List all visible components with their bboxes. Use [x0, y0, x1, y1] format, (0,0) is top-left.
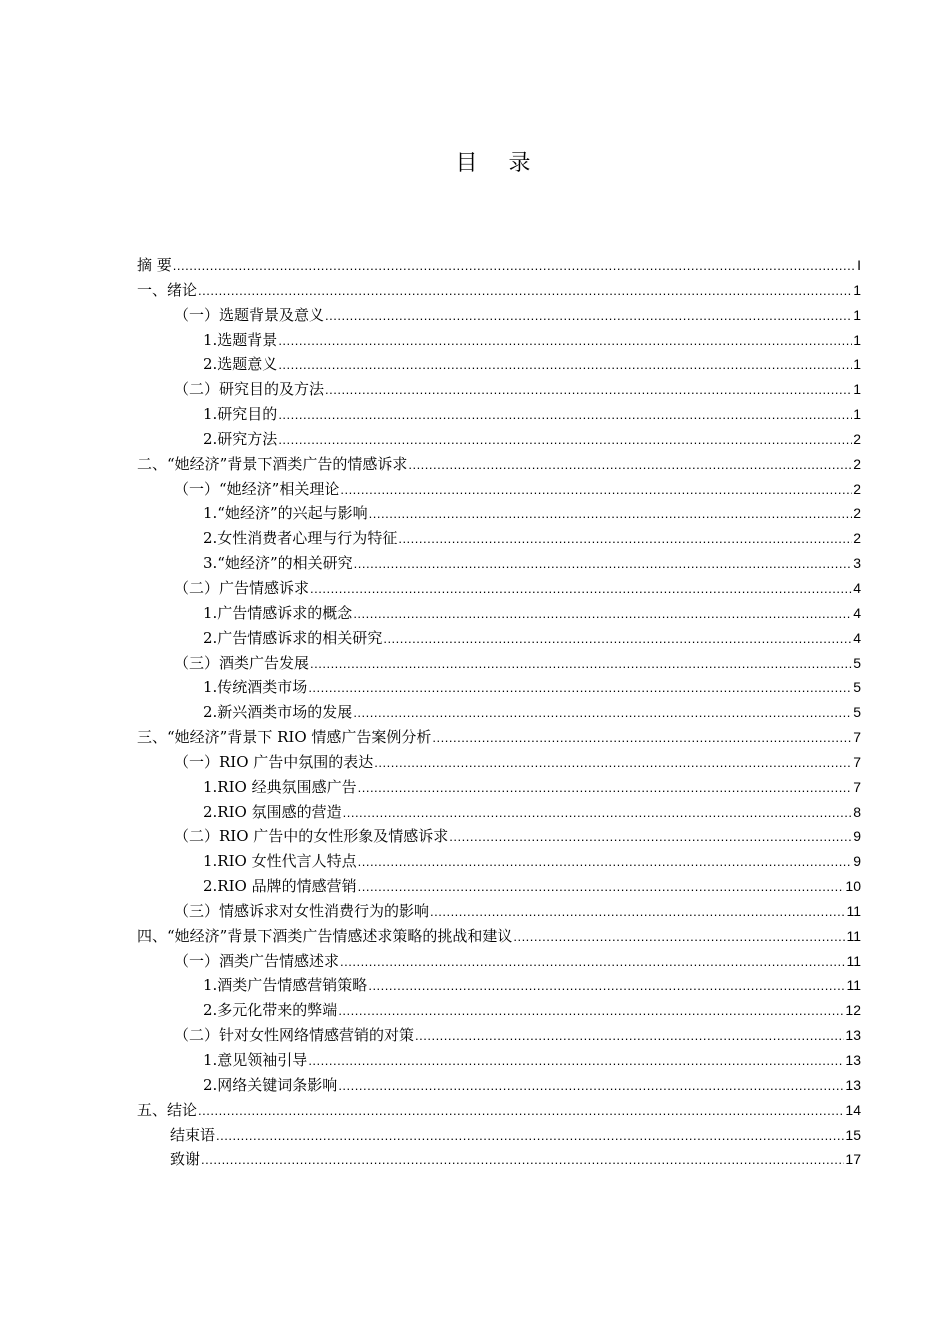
toc-leader-dots: [310, 652, 852, 677]
toc-entry[interactable]: [137, 477, 861, 502]
toc-entry-page-number: 1: [853, 381, 861, 398]
toc-entry-label: 1.RIO 女性代言人特点: [203, 852, 357, 871]
toc-leader-dots: [340, 478, 852, 503]
toc-leader-dots: [430, 900, 845, 925]
toc-entry[interactable]: [137, 824, 861, 849]
toc-entry-page-number: 1: [853, 356, 861, 373]
toc-entry-label: 1.传统酒类市场: [203, 678, 308, 697]
toc-entry[interactable]: [137, 949, 861, 974]
toc-entry-page-number: 7: [853, 729, 861, 746]
toc-leader-dots: [374, 751, 852, 776]
toc-entry-label: 1.广告情感诉求的概念: [203, 603, 353, 622]
toc-leader-dots: [369, 502, 853, 527]
toc-entry-label: 3.“她经济”的相关研究: [203, 554, 353, 573]
toc-entry-label: 2.RIO 品牌的情感营销: [203, 877, 357, 896]
toc-leader-dots: [278, 329, 852, 354]
toc-entry-label: 2.网络关键词条影响: [203, 1075, 338, 1094]
toc-entry-label: 2.多元化带来的弊端: [203, 1001, 338, 1020]
toc-entry-page-number: 4: [853, 579, 861, 596]
toc-leader-dots: [340, 950, 845, 975]
toc-entry[interactable]: [137, 849, 861, 874]
toc-entry-page-number: 1: [853, 281, 861, 298]
toc-entry-page-number: 15: [845, 1126, 861, 1143]
toc-entry-page-number: 5: [853, 679, 861, 696]
toc-entry-label: 2.广告情感诉求的相关研究: [203, 628, 383, 647]
toc-entry[interactable]: [137, 352, 861, 377]
toc-entry-page-number: 1: [853, 406, 861, 423]
toc-entry-page-number: 14: [845, 1101, 861, 1118]
toc-entry[interactable]: [137, 651, 861, 676]
toc-leader-dots: [338, 999, 844, 1024]
toc-leader-dots: [216, 1124, 844, 1149]
toc-entry-page-number: 11: [846, 927, 861, 944]
toc-entry[interactable]: [137, 377, 861, 402]
toc-leader-dots: [278, 353, 852, 378]
toc-leader-dots: [308, 1049, 844, 1074]
toc-entry-page-number: 9: [853, 853, 861, 870]
toc-leader-dots: [353, 602, 852, 627]
toc-entry-page-number: 11: [846, 902, 861, 919]
toc-entry-page-number: 2: [853, 480, 861, 497]
toc-leader-dots: [338, 1074, 844, 1099]
toc-entry-label: 三、“她经济”背景下 RIO 情感广告案例分析: [137, 728, 432, 747]
toc-leader-dots: [358, 850, 853, 875]
toc-entry-page-number: 12: [845, 1002, 861, 1019]
toc-entry-label: （二）RIO 广告中的女性形象及情感诉求: [174, 827, 449, 846]
toc-leader-dots: [343, 801, 853, 826]
toc-leader-dots: [354, 552, 853, 577]
toc-leader-dots: [325, 304, 852, 329]
toc-entry-label: 摘 要: [137, 256, 172, 274]
toc-entry[interactable]: [137, 427, 861, 452]
toc-entry[interactable]: [137, 626, 861, 651]
toc-entry-page-number: 2: [853, 505, 861, 522]
toc-entry-label: 1.研究目的: [203, 405, 278, 424]
toc-leader-dots: [398, 527, 852, 552]
toc-leader-dots: [368, 974, 845, 999]
toc-entry-label: 2.研究方法: [203, 429, 278, 448]
toc-entry-label: （一）“她经济”相关理论: [174, 479, 340, 498]
toc-entry[interactable]: [137, 874, 861, 899]
toc-entry[interactable]: [137, 576, 861, 601]
toc-entry-label: 2.选题意义: [203, 355, 278, 374]
toc-entry-label: 五、结论: [137, 1100, 198, 1119]
toc-leader-dots: [432, 726, 852, 751]
toc-entry-page-number: 13: [845, 1052, 861, 1068]
toc-entry-page-number: 5: [853, 704, 861, 721]
toc-entry-label: （二）针对女性网络情感营销的对策: [174, 1026, 415, 1045]
toc-entry-page-number: 10: [845, 878, 861, 895]
toc-entry-label: 1.酒类广告情感营销策略: [203, 976, 368, 995]
toc-entry[interactable]: [137, 800, 861, 825]
toc-entry-label: 1.RIO 经典氛围感广告: [203, 777, 357, 796]
toc-entry[interactable]: [137, 1147, 861, 1172]
toc-entry-label: （一）选题背景及意义: [174, 305, 325, 324]
toc-entry-label: （三）情感诉求对女性消费行为的影响: [174, 901, 430, 920]
toc-entry-page-number: 2: [853, 455, 861, 472]
toc-entry-page-number: 11: [846, 977, 861, 994]
toc-entry-page-number: 5: [853, 654, 861, 671]
toc-entry-page-number: 1: [853, 306, 861, 323]
toc-leader-dots: [449, 825, 852, 850]
toc-entry-page-number: 17: [845, 1151, 861, 1168]
toc-entry-page-number: 7: [853, 778, 861, 795]
toc-entry-label: 致谢: [170, 1150, 201, 1169]
toc-leader-dots: [325, 378, 852, 403]
toc-leader-dots: [353, 701, 852, 726]
toc-entry-page-number: 8: [853, 803, 861, 820]
toc-leader-dots: [201, 1148, 844, 1173]
toc-entry-label: 2.RIO 氛围感的营造: [203, 802, 342, 821]
toc-entry-page-number: 7: [853, 753, 861, 770]
toc-entry[interactable]: [137, 775, 861, 800]
toc-leader-dots: [173, 254, 856, 279]
toc-entry-label: 2.新兴酒类市场的发展: [203, 703, 353, 722]
toc-entry-page-number: I: [857, 257, 861, 273]
toc-entry[interactable]: [137, 1123, 861, 1148]
toc-entry-label: （一）酒类广告情感述求: [174, 951, 340, 970]
toc-entry-label: 1.意见领袖引导: [203, 1051, 308, 1069]
toc-entry-page-number: 3: [853, 555, 861, 572]
page-title: 目 录: [455, 151, 543, 176]
toc-entry[interactable]: [137, 303, 861, 328]
toc-entry-label: 结束语: [170, 1125, 216, 1144]
toc-entry-page-number: 9: [853, 828, 861, 845]
toc-entry[interactable]: [137, 328, 861, 353]
toc-entry[interactable]: [137, 750, 861, 775]
toc-entry[interactable]: [137, 402, 861, 427]
toc-entry-page-number: 13: [845, 1076, 861, 1093]
toc-entry-label: 四、“她经济”背景下酒类广告情感述求策略的挑战和建议: [137, 926, 513, 945]
toc-entry[interactable]: [137, 899, 861, 924]
toc-entry[interactable]: [137, 1073, 861, 1098]
toc-entry-page-number: 4: [853, 604, 861, 621]
toc-leader-dots: [358, 776, 853, 801]
toc-entry[interactable]: [137, 278, 861, 303]
toc-entry[interactable]: [137, 551, 861, 576]
toc-entry[interactable]: [137, 501, 861, 526]
toc-leader-dots: [278, 428, 852, 453]
toc-leader-dots: [310, 577, 852, 602]
toc-entry[interactable]: [137, 924, 861, 949]
toc-entry-label: 一、绪论: [137, 280, 198, 299]
toc-entry[interactable]: [137, 1098, 861, 1123]
toc-entry[interactable]: [137, 725, 861, 750]
toc-entry-label: 1.选题背景: [203, 330, 278, 349]
toc-entry-label: 1.“她经济”的兴起与影响: [203, 504, 368, 523]
toc-entry-page-number: 2: [853, 530, 861, 547]
toc-entry-label: 2.女性消费者心理与行为特征: [203, 529, 398, 548]
toc-entry-label: （二）研究目的及方法: [174, 380, 325, 399]
toc-entry[interactable]: [137, 1023, 861, 1048]
toc-leader-dots: [198, 279, 852, 304]
toc-entry[interactable]: [137, 452, 861, 477]
toc-entry[interactable]: [137, 973, 861, 998]
toc-leader-dots: [308, 676, 852, 701]
toc-entry-page-number: 13: [845, 1027, 861, 1044]
toc-entry-label: （三）酒类广告发展: [174, 653, 310, 672]
toc-leader-dots: [198, 1099, 844, 1124]
toc-entry[interactable]: [137, 675, 861, 700]
toc-leader-dots: [358, 875, 845, 900]
toc-leader-dots: [415, 1024, 844, 1049]
toc-leader-dots: [383, 627, 852, 652]
toc-leader-dots: [278, 403, 852, 428]
toc-entry[interactable]: [137, 700, 861, 725]
toc-entry-page-number: 1: [853, 331, 861, 348]
toc-entry-label: （二）广告情感诉求: [174, 578, 310, 597]
toc-entry-label: （一）RIO 广告中氛围的表达: [174, 752, 374, 771]
table-of-contents: [137, 253, 861, 1172]
toc-leader-dots: [408, 453, 852, 478]
toc-entry[interactable]: [137, 601, 861, 626]
toc-entry-page-number: 2: [853, 430, 861, 447]
toc-entry-page-number: 11: [846, 952, 861, 969]
toc-leader-dots: [513, 925, 845, 950]
toc-entry-page-number: 4: [853, 629, 861, 646]
toc-entry[interactable]: [137, 998, 861, 1023]
toc-entry[interactable]: [137, 526, 861, 551]
toc-entry[interactable]: [137, 253, 861, 278]
toc-entry[interactable]: [137, 1048, 861, 1073]
toc-entry-label: 二、“她经济”背景下酒类广告的情感诉求: [137, 454, 408, 473]
